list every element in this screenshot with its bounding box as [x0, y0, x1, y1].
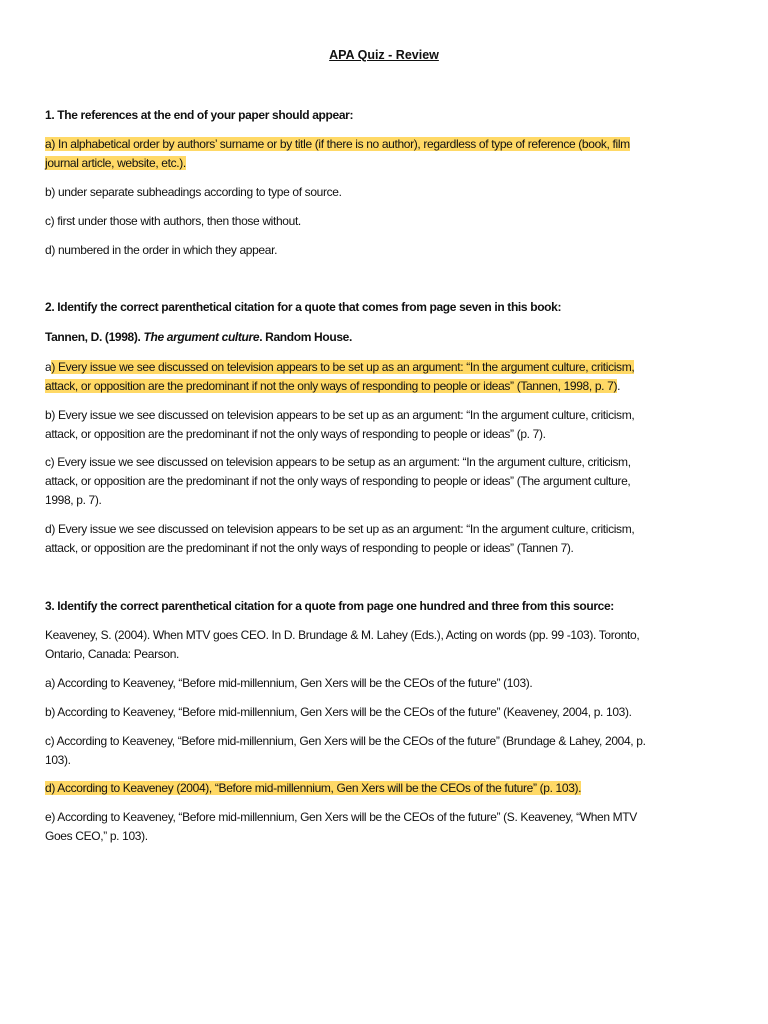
q3-option-e-line1: e) According to Keaveney, “Before mid-millennium, Gen Xers will be the CEOs of the future” (S. Keaveney, “When MTV: [45, 810, 637, 824]
q2-option-c-line1: c) Every issue we see discussed on television appears to be setup as an argument: “In the argument culture, criticism,: [45, 455, 631, 469]
q3-option-b: b) According to Keaveney, “Before mid-millennium, Gen Xers will be the CEOs of the future” (Keaveney, 2004, p. 103).: [45, 705, 632, 719]
q1-option-a-line1: [45, 135, 725, 154]
q2-option-b-line2: attack, or opposition are the predominant if not the only ways of responding to people or ideas” (p. 7).: [45, 427, 546, 441]
highlight: journal article, website, etc.).: [45, 156, 186, 170]
q2-option-d-line2: attack, or opposition are the predominant if not the only ways of responding to people or ideas” (Tannen 7).: [45, 541, 574, 555]
period: .: [617, 379, 621, 393]
q3-option-c-line2: 103).: [45, 753, 71, 767]
q3-option-c-line1: c) According to Keaveney, “Before mid-millennium, Gen Xers will be the CEOs of the future” (Brundage & Lahey, 2004, p.: [45, 734, 646, 748]
highlight: ) Every issue we see discussed on television appears to be set up as an argument: “In the argument culture, criticism,: [51, 360, 635, 374]
q3-reference-line1: Keaveney, S. (2004). When MTV goes CEO. In D. Brundage & M. Lahey (Eds.), Acting on words (pp. 99 -103). Toronto,: [45, 628, 640, 642]
q2-option-c-line3: 1998, p. 7).: [45, 493, 102, 507]
option-letter: a: [45, 360, 52, 374]
q1-option-c: c) first under those with authors, then those without.: [45, 214, 301, 228]
ref-title: The argument culture: [143, 330, 260, 344]
q2-reference: [45, 328, 725, 347]
q3-reference-line2: Ontario, Canada: Pearson.: [45, 647, 180, 661]
q3-option-a: a) According to Keaveney, “Before mid-millennium, Gen Xers will be the CEOs of the future” (103).: [45, 676, 533, 690]
question-2: 2. Identify the correct parenthetical citation for a quote that comes from page seven in this book:: [45, 300, 562, 314]
highlight: d) According to Keaveney (2004), “Before mid-millennium, Gen Xers will be the CEOs of the future” (p. 103).: [45, 781, 582, 795]
highlight: a) In alphabetical order by authors’ surname or by title (if there is no author), regardless of type of reference (book, film: [45, 137, 630, 151]
ref-rest: . Random House.: [259, 330, 352, 344]
highlight: attack, or opposition are the predominant if not the only ways of responding to people or ideas” (Tannen, 1998, p. 7): [45, 379, 618, 393]
ref-author: Tannen, D. (1998).: [45, 330, 144, 344]
q1-option-a-line2: [45, 154, 725, 173]
q3-option-d: [45, 779, 725, 798]
q2-option-c-line2: attack, or opposition are the predominant if not the only ways of responding to people or ideas” (The argument culture,: [45, 474, 631, 488]
q2-option-a-line2: [45, 377, 725, 396]
q3-option-e-line2: Goes CEO,” p. 103).: [45, 829, 148, 843]
page-title: APA Quiz - Review: [329, 48, 439, 62]
q2-option-d-line1: d) Every issue we see discussed on television appears to be set up as an argument: “In the argument culture, criticism,: [45, 522, 635, 536]
question-3: 3. Identify the correct parenthetical citation for a quote from page one hundred and three from this source:: [45, 599, 614, 613]
question-1: 1. The references at the end of your paper should appear:: [45, 108, 354, 122]
q1-option-d: d) numbered in the order in which they appear.: [45, 243, 278, 257]
q1-option-b: b) under separate subheadings according to type of source.: [45, 185, 342, 199]
q2-option-a-line1: [45, 358, 725, 377]
q2-option-b-line1: b) Every issue we see discussed on television appears to be set up as an argument: “In the argument culture, criticism,: [45, 408, 635, 422]
